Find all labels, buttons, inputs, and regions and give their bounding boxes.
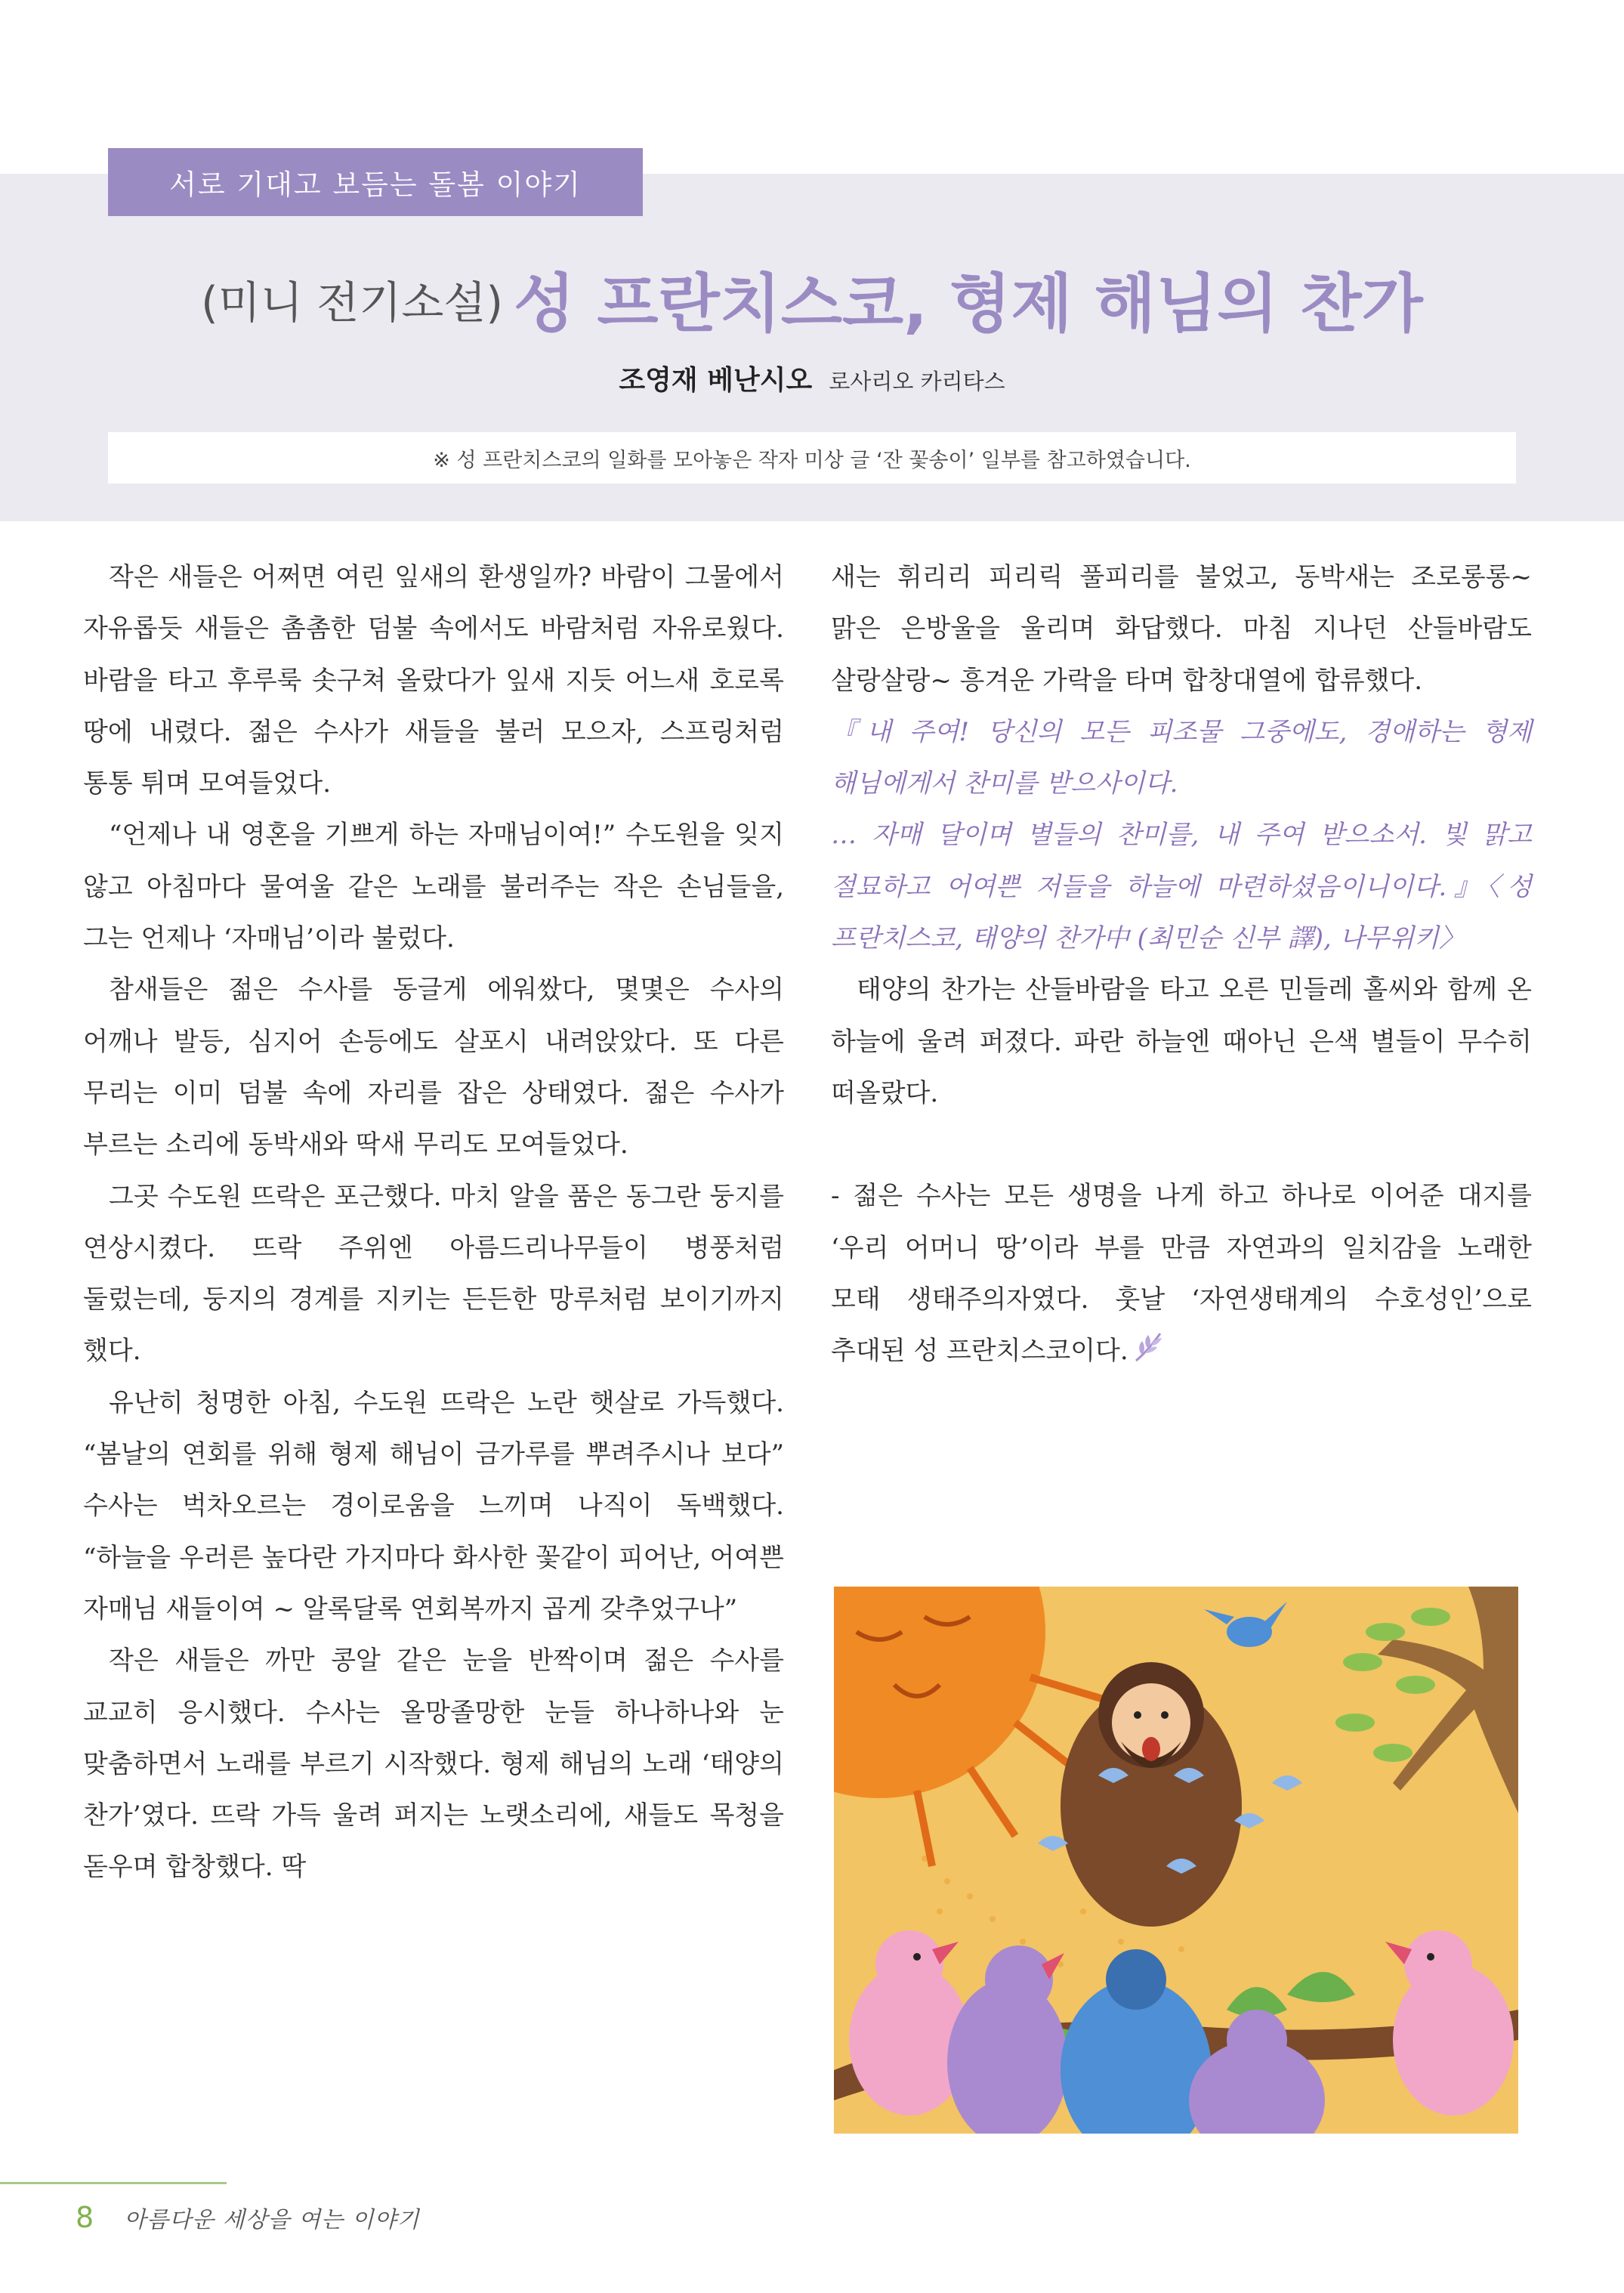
hymn-quote: 『내 주여! 당신의 모든 피조물 그중에도, 경애하는 형제 해님에게서 찬미를 받으사이다. — [831, 716, 1532, 799]
footer-rule — [0, 2182, 227, 2184]
spacer — [831, 1119, 1532, 1170]
author-name: 조영재 베난시오 — [619, 365, 813, 396]
closing-note — [831, 1170, 1532, 1377]
paragraph: 새는 휘리리 피리릭 풀피리를 불었고, 동박새는 조로롱롱~ 맑은 은방울을 울리며 화답했다. 마침 지나던 산들바람도 살랑살랑~ 흥겨운 가락을 타며 합창대열에 합류했다. — [831, 562, 1532, 696]
reference-note: ※ 성 프란치스코의 일화를 모아놓은 작자 미상 글 ‘잔 꽃송이’ 일부를 참고하였습니다. — [108, 432, 1516, 484]
leaf-icon — [1132, 1330, 1165, 1363]
title-prefix: (미니 전기소설) — [201, 277, 504, 329]
paragraph: “언제나 내 영혼을 기쁘게 하는 자매님이여!” 수도원을 잊지 않고 아침마다 물여울 같은 노래를 불러주는 작은 손님들을, 그는 언제나 ‘자매님’이라 불렀다. — [83, 820, 784, 954]
hymn-quote-continued: … 자매 달이며 별들의 찬미를, 내 주여 받으소서. 빛 맑고 절묘하고 어여쁜 저들을 하늘에 마련하셨음이니이다.』〈성 프란치스코, 태양의 찬가中 (최민순 신부 譯), 나무위키〉 — [831, 820, 1532, 954]
closing-note-text: - 젊은 수사는 모든 생명을 나게 하고 하나로 이어준 대지를 ‘우리 어머니 땅’이라 부를 만큼 자연과의 일치감을 노래한 모태 생태주의자였다. 훗날 ‘자연생태계의 수호성인’으로 추대된 성 프란치스코이다. — [831, 1181, 1532, 1367]
paragraph: 태양의 찬가는 산들바람을 타고 오른 민들레 홀씨와 함께 온 하늘에 울려 퍼졌다. 파란 하늘엔 때아닌 은색 별들이 무수히 떠올랐다. — [831, 975, 1532, 1108]
byline — [0, 359, 1624, 397]
title-main: 성 프란치스코, 형제 해님의 찬가 — [514, 267, 1423, 341]
paragraph: 그곳 수도원 뜨락은 포근했다. 마치 알을 품은 동그란 둥지를 연상시켰다. 뜨락 주위엔 아름드리나무들이 병풍처럼 둘렀는데, 둥지의 경계를 지키는 든든한 망루처럼 보이기까지 했다. — [83, 1181, 784, 1367]
section-tag: 서로 기대고 보듬는 돌봄 이야기 — [108, 148, 643, 216]
page-footer — [76, 2195, 420, 2240]
paragraph: 작은 새들은 어쩌면 여린 잎새의 환생일까? 바람이 그물에서 자유롭듯 새들은 촘촘한 덤불 속에서도 바람처럼 자유로웠다. 바람을 타고 후루룩 솟구쳐 올랐다가 잎새 지듯 어느새 호로록 땅에 내렸다. 젊은 수사가 새들을 불러 모으자, 스프링처럼 통통 튀며 모여들었다. — [83, 562, 784, 799]
paragraph: 작은 새들은 까만 콩알 같은 눈을 반짝이며 젊은 수사를 교교히 응시했다. 수사는 올망졸망한 눈들 하나하나와 눈 맞춤하면서 노래를 부르기 시작했다. 형제 해님의 노래 ‘태양의 찬가’였다. 뜨락 가득 울려 퍼지는 노랫소리에, 새들도 목청을 돋우며 합창했다. 딱 — [83, 1646, 784, 1883]
paragraph: 유난히 청명한 아침, 수도원 뜨락은 노란 햇살로 가득했다. “봄날의 연회를 위해 형제 해님이 금가루를 뿌려주시나 보다” 수사는 벅차오르는 경이로움을 느끼며 나직이 독백했다. “하늘을 우러른 높다란 가지마다 화사한 꽃같이 피어난, 어여쁜 자매님 새들이여 ~ 알록달록 연회복까지 곱게 갖추었구나” — [83, 1387, 784, 1624]
page-number: 8 — [76, 2201, 94, 2234]
paragraph: 참새들은 젊은 수사를 동글게 에워쌌다, 몇몇은 수사의 어깨나 발등, 심지어 손등에도 살포시 내려앉았다. 또 다른 무리는 이미 덤불 속에 자리를 잡은 상태였다. 젊은 수사가 부르는 소리에 동박새와 딱새 무리도 모여들었다. — [83, 975, 784, 1160]
st-francis-with-birds-illustration — [834, 1587, 1518, 2134]
magazine-title: 아름다운 세상을 여는 이야기 — [124, 2207, 420, 2233]
author-affiliation: 로사리오 카리타스 — [829, 369, 1005, 394]
article-title — [0, 253, 1624, 345]
left-column — [83, 552, 784, 2183]
